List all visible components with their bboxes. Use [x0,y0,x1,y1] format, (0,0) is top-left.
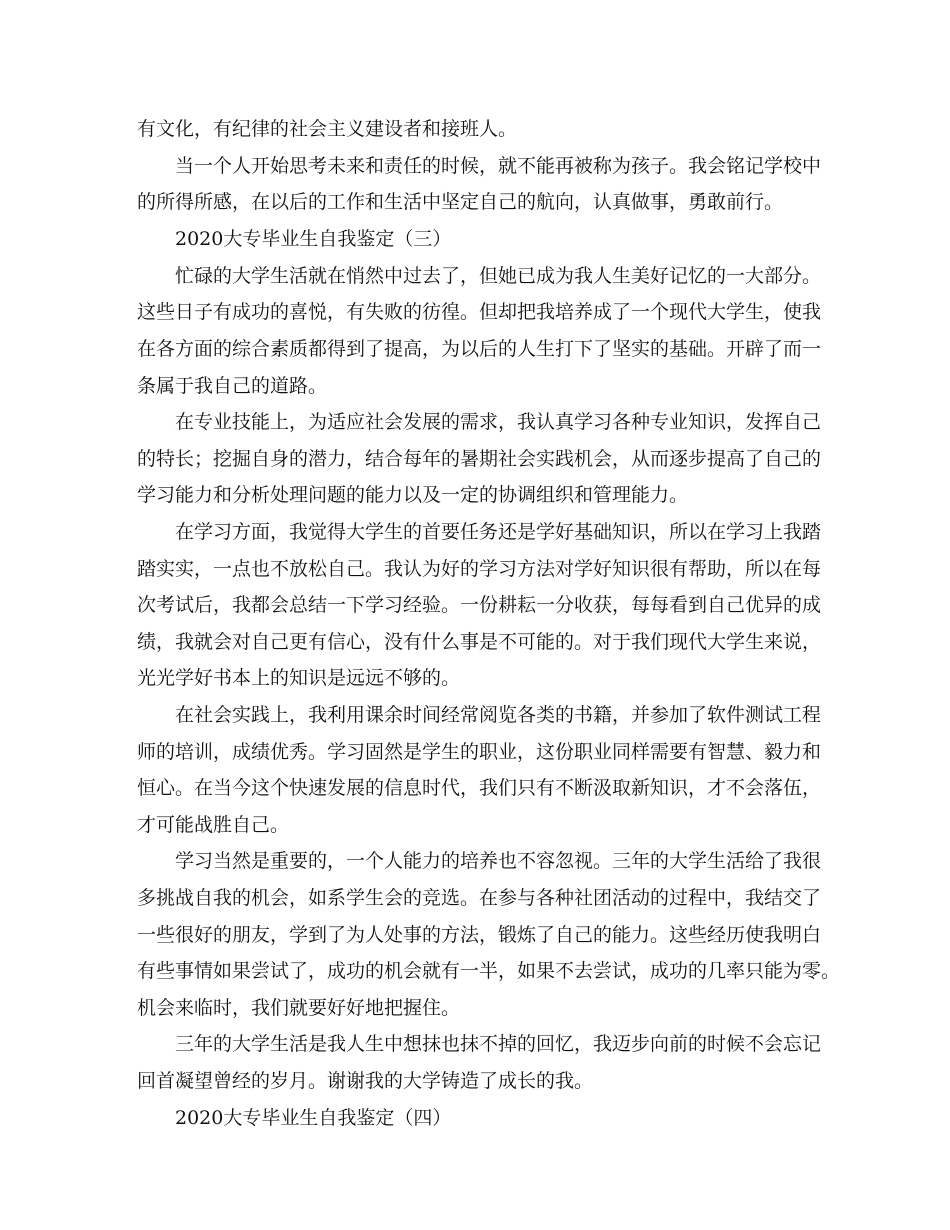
text-line: 有些事情如果尝试了，成功的机会就有一半，如果不去尝试，成功的几率只能为零。 [137,960,841,982]
section-heading: 2020大专毕业生自我鉴定（三） [175,228,452,250]
text-line: 在专业技能上，为适应社会发展的需求，我认真学习各种专业知识，发挥自己 [175,411,822,433]
text-line: 在各方面的综合素质都得到了提高，为以后的人生打下了坚实的基础。开辟了而一 [137,338,822,360]
text-line: 踏实实，一点也不放松自己。我认为好的学习方法对学好知识很有帮助，所以在每 [137,558,822,580]
text-line: 三年的大学生活是我人生中想抹也抹不掉的回忆，我迈步向前的时候不会忘记 [175,1033,822,1055]
text-line: 有文化，有纪律的社会主义建设者和接班人。 [137,118,518,140]
text-line: 多挑战自我的机会，如系学生会的竞选。在参与各种社团活动的过程中，我结交了 [137,887,822,909]
text-line: 的所得所感，在以后的工作和生活中坚定自己的航向，认真做事，勇敢前行。 [137,191,784,213]
text-line: 师的培训，成绩优秀。学习固然是学生的职业，这份职业同样需要有智慧、毅力和 [137,741,822,763]
text-line: 恒心。在当今这个快速发展的信息时代，我们只有不断汲取新知识，才不会落伍， [137,777,822,799]
text-line: 这些日子有成功的喜悦，有失败的彷徨。但却把我培养成了一个现代大学生，使我 [137,301,822,323]
text-line: 条属于我自己的道路。 [137,375,328,397]
text-line: 在学习方面，我觉得大学生的首要任务还是学好基础知识，所以在学习上我踏 [175,521,822,543]
section-heading: 2020大专毕业生自我鉴定（四） [175,1107,452,1129]
text-line: 光光学好书本上的知识是远远不够的。 [137,667,461,689]
text-line: 学习能力和分析处理问题的能力以及一定的协调组织和管理能力。 [137,484,689,506]
text-line: 学习当然是重要的，一个人能力的培养也不容忽视。三年的大学生活给了我很 [175,850,822,872]
text-line: 在社会实践上，我利用课余时间经常阅览各类的书籍，并参加了软件测试工程 [175,704,822,726]
text-line: 的特长；挖掘自身的潜力，结合每年的暑期社会实践机会，从而逐步提高了自己的 [137,448,822,470]
text-line: 才可能战胜自己。 [137,814,290,836]
text-line: 绩，我就会对自己更有信心，没有什么事是不可能的。对于我们现代大学生来说， [137,631,822,653]
text-line: 次考试后，我都会总结一下学习经验。一份耕耘一分收获，每每看到自己优异的成 [137,594,822,616]
text-line: 当一个人开始思考未来和责任的时候，就不能再被称为孩子。我会铭记学校中 [175,155,822,177]
text-line: 回首凝望曾经的岁月。谢谢我的大学铸造了成长的我。 [137,1070,594,1092]
text-line: 忙碌的大学生活就在悄然中过去了，但她已成为我人生美好记忆的一大部分。 [175,265,822,287]
text-line: 机会来临时，我们就要好好地把握住。 [137,997,461,1019]
text-line: 一些很好的朋友，学到了为人处事的方法，锻炼了自己的能力。这些经历使我明白 [137,924,822,946]
